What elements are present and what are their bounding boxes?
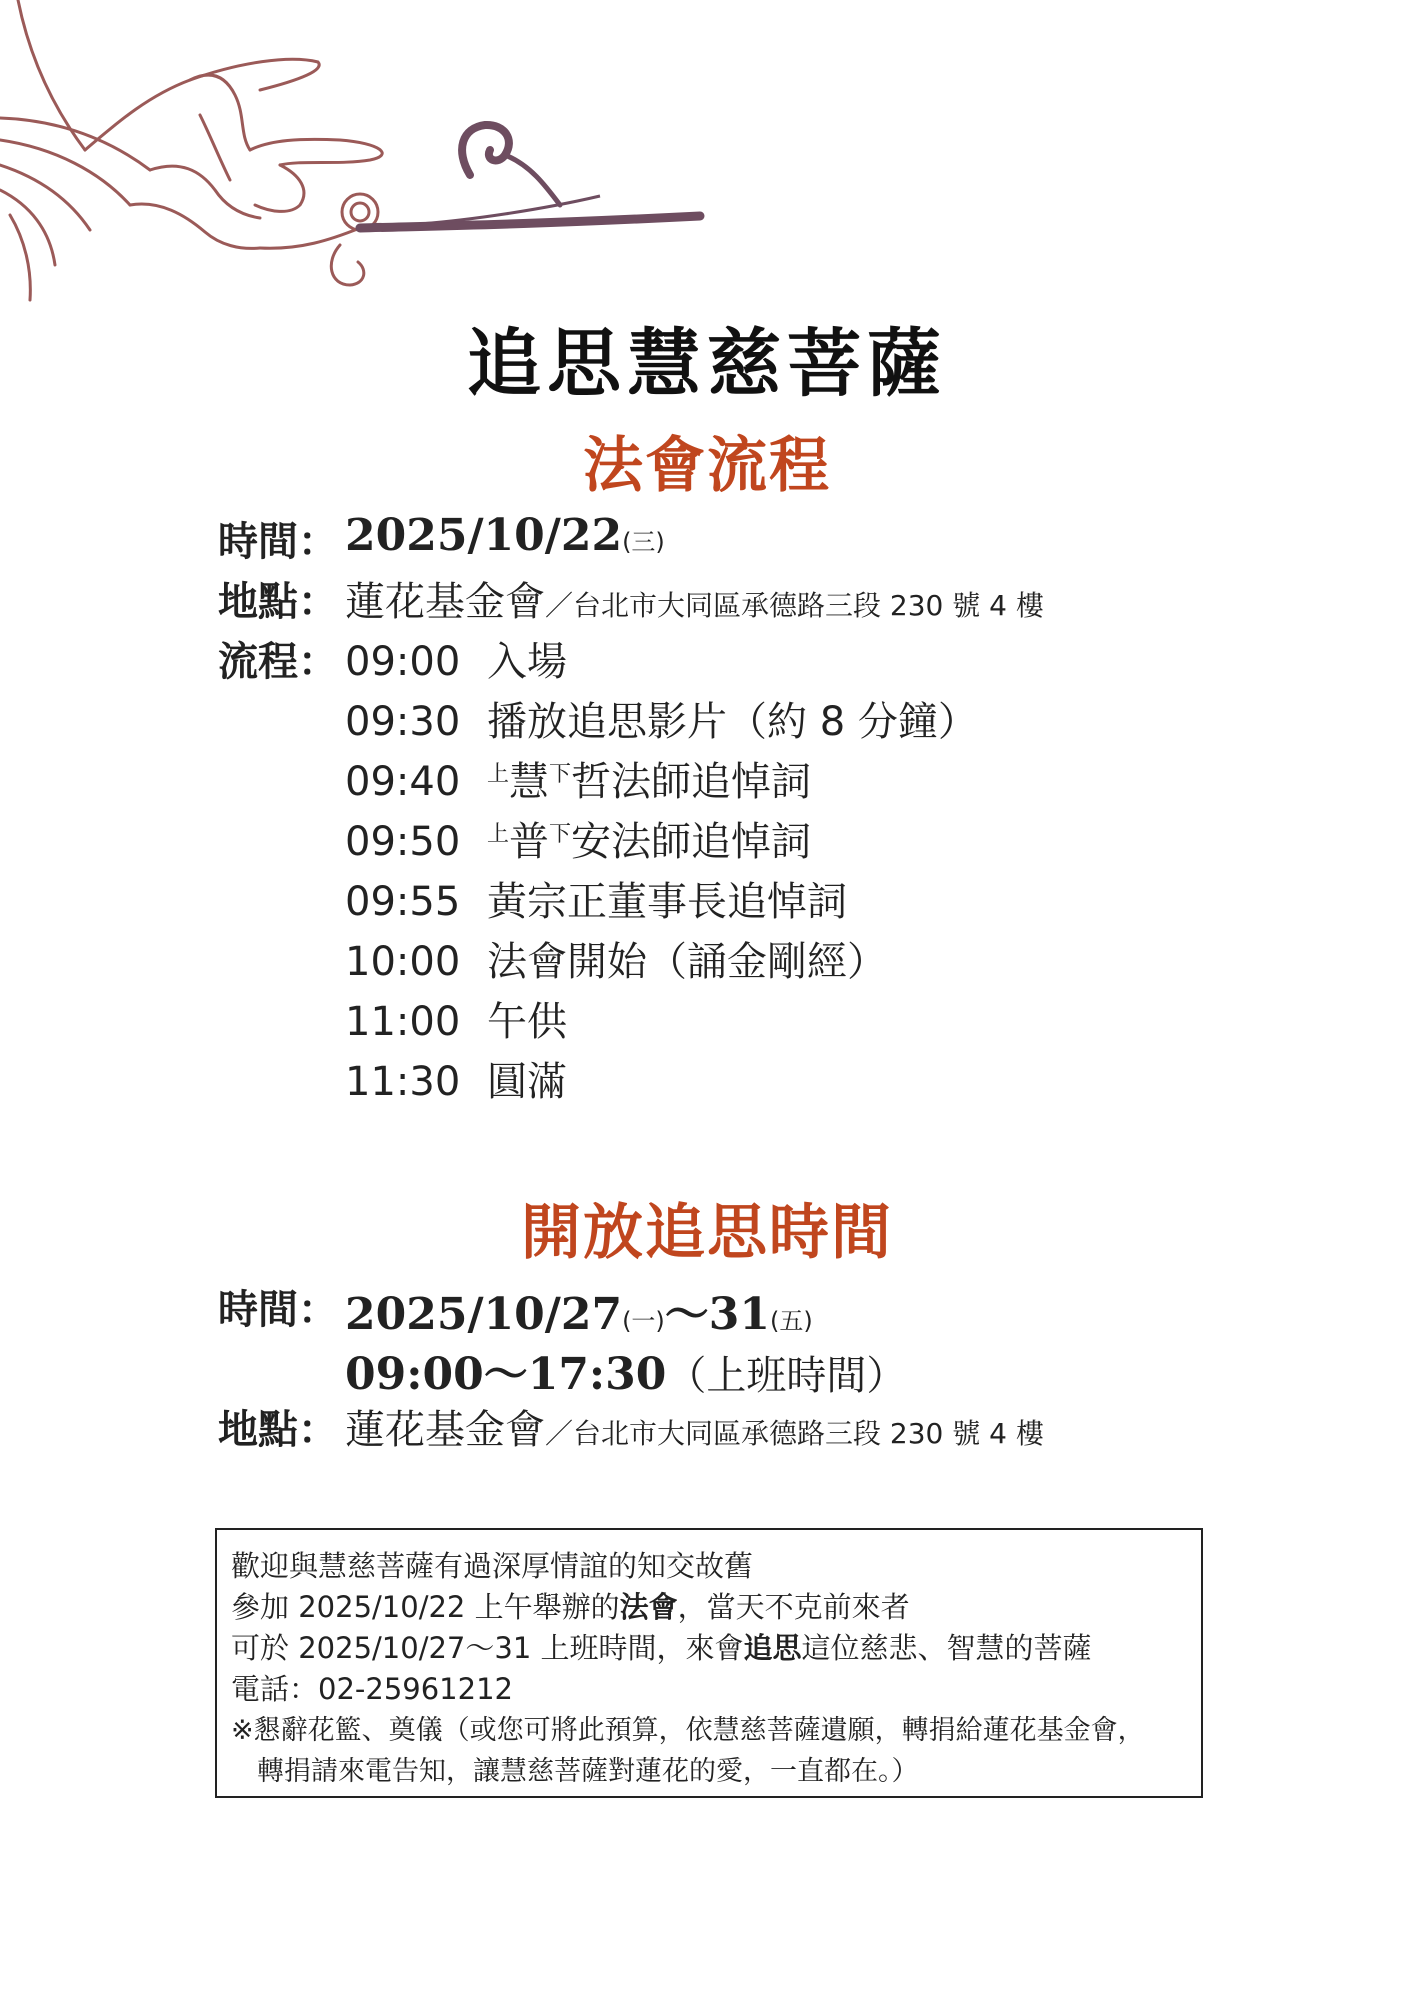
time-label: 時間：: [218, 1287, 338, 1333]
honorific-down: 下: [549, 822, 572, 847]
open-date-sep: ～: [664, 1289, 709, 1340]
schedule-time: 11:00: [345, 999, 461, 1045]
time-label: 時間：: [218, 519, 338, 565]
page-title: 追思慧慈菩薩: [467, 321, 947, 407]
schedule-event: 哲法師追悼詞: [571, 759, 812, 805]
honorific-down: 下: [549, 762, 572, 787]
notice-remark-2: 轉捐請來電告知，讓慧慈菩薩對蓮花的愛，一直都在。）: [257, 1756, 919, 1787]
name-char: 慧: [509, 759, 550, 805]
schedule-item: [345, 630, 567, 687]
schedule-item: [345, 990, 567, 1047]
place-address: ／台北市大同區承德路三段 230 號 4 樓: [545, 1417, 1044, 1450]
schedule-time: 10:00: [345, 939, 461, 985]
ceremony-weekday: (三): [622, 528, 665, 556]
schedule-time: 09:50: [345, 819, 461, 865]
schedule-item: [345, 690, 978, 747]
place-name: 蓮花基金會: [345, 579, 545, 625]
ceremony-place: [345, 570, 1044, 627]
open-dates: [345, 1278, 813, 1342]
place-label: 地點：: [218, 579, 338, 625]
notice-text: 參加 2025/10/22 上午舉辦的: [231, 1590, 620, 1624]
honorific-up: 上: [487, 762, 510, 787]
schedule-event: 法會開始（誦金剛經）: [487, 939, 887, 985]
schedule-time: 09:30: [345, 699, 461, 745]
open-hours: [345, 1338, 906, 1402]
schedule-label: 流程：: [218, 639, 338, 685]
honorific-up: 上: [487, 822, 510, 847]
place-label: 地點：: [218, 1407, 338, 1453]
schedule-item: [345, 810, 811, 867]
hand-lotus-illustration: [0, 0, 720, 320]
notice-line-1: 歡迎與慧慈菩薩有過深厚情誼的知交故舊: [231, 1549, 754, 1583]
notice-emphasis: 法會: [619, 1590, 678, 1624]
schedule-event: 播放追思影片（約 8 分鐘）: [487, 699, 978, 745]
notice-line-3: [231, 1626, 1092, 1667]
schedule-time: 09:55: [345, 879, 461, 925]
open-weekday-end: (五): [770, 1307, 813, 1335]
ceremony-date: [345, 510, 665, 561]
schedule-event: 圓滿: [487, 1059, 567, 1105]
notice-text: 這位慈悲、智慧的菩薩: [801, 1631, 1092, 1665]
ceremony-schedule-heading: 法會流程: [583, 431, 831, 501]
name-char: 普: [509, 819, 550, 865]
schedule-time: 09:00: [345, 639, 461, 685]
schedule-event: 午供: [487, 999, 567, 1045]
schedule-item: [345, 1050, 567, 1107]
notice-remark-1: ※懇辭花籃、奠儀（或您可將此預算，依慧慈菩薩遺願，轉捐給蓮花基金會，: [231, 1715, 1145, 1746]
open-memorial-heading: 開放追思時間: [521, 1198, 893, 1268]
open-place: [345, 1398, 1044, 1455]
open-hours-note: （上班時間）: [666, 1353, 907, 1399]
schedule-event: 黃宗正董事長追悼詞: [487, 879, 847, 925]
schedule-event: 入場: [487, 639, 567, 685]
schedule-time: 11:30: [345, 1059, 461, 1105]
notice-text: ，當天不克前來者: [677, 1590, 910, 1624]
place-name: 蓮花基金會: [345, 1407, 545, 1453]
notice-box: [215, 1528, 1203, 1798]
open-date-start: 2025/10/27: [345, 1289, 623, 1340]
notice-emphasis: 追思: [743, 1631, 802, 1665]
ceremony-date-value: 2025/10/22: [345, 510, 623, 561]
notice-phone: 電話：02-25961212: [231, 1672, 513, 1706]
schedule-item: [345, 750, 811, 807]
notice-line-2: [231, 1585, 910, 1626]
schedule-event: 安法師追悼詞: [571, 819, 812, 865]
notice-text: 可於 2025/10/27～31 上班時間，來會: [231, 1631, 744, 1665]
open-weekday-start: (一): [622, 1307, 665, 1335]
schedule-time: 09:40: [345, 759, 461, 805]
open-date-end: 31: [708, 1289, 771, 1340]
open-hours-value: 09:00～17:30: [345, 1349, 667, 1400]
schedule-item: [345, 930, 887, 987]
schedule-item: [345, 870, 847, 927]
place-address: ／台北市大同區承德路三段 230 號 4 樓: [545, 589, 1044, 622]
